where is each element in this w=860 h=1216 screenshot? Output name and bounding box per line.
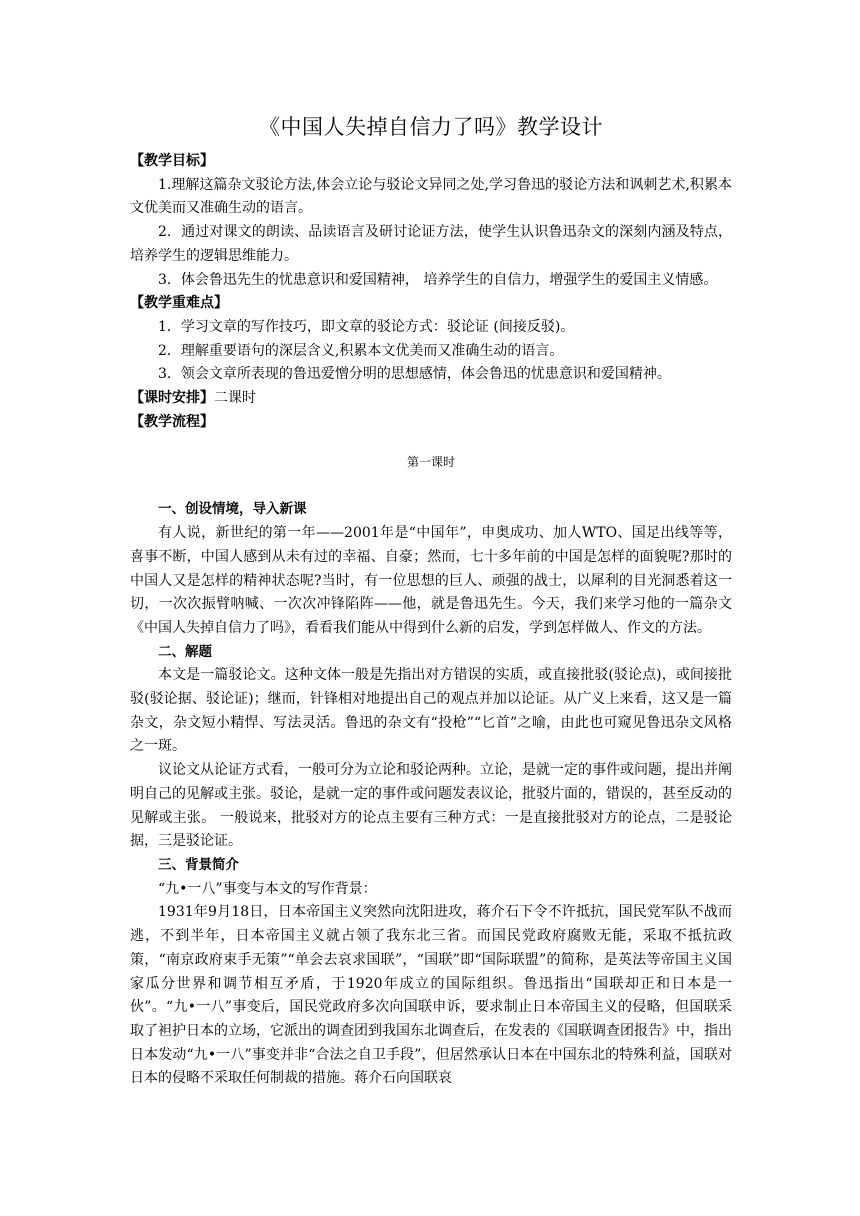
key-points-heading: 【教学重难点】	[130, 295, 228, 312]
key-point-item: 2．理解重要语句的深层含义,积累本文优美而又准确生动的语言。	[158, 342, 564, 359]
paragraph: 1931年9月18日，日本帝国主义突然向沈阳进攻，蒋介石下令不许抵抗，国民党军队不战而逃，不到半年，日本帝国主义就占领了我东北三省。而国民党政府腐败无能，采取不抵抗政策，“南京政府束手无策”“单会去哀求国联”，“国联”即“国际联盟”的简称，是英法等帝国主义国家瓜分世界和调节相互矛盾，于1920年成立的国际组织。鲁迅指出“国联却正和日本是一伙”。“九•一八”事变后，国民党政府多次向国联申诉，要求制止日本帝国主义的侵略，但国联采取了袒护日本的立场，它派出的调查团到我国东北调查后，在发表的《国联调查团报告》中，指出日本发动“九•一八”事变并非“合法之自卫手段”，但居然承认日本在中国东北的特殊利益，国联对日本的侵略不采取任何制裁的措施。蒋介石向国联哀	[130, 904, 732, 1087]
schedule-value: 二课时	[214, 390, 256, 407]
paragraph: 本文是一篇驳论文。这种文体一般是先指出对方错误的实质，或直接批驳(驳论点)，或间接批驳(驳论据、驳论证)；继而，针锋相对地提出自己的观点并加以论证。从广义上来看，这又是一篇杂文，杂文短小精悍、写法灵活。鲁迅的杂文有“投枪”“匕首”之喻，由此也可窥见鲁迅杂文风格之一斑。	[130, 667, 732, 755]
objective-item: 3．体会鲁迅先生的忧患意识和爱国精神， 培养学生的自信力，增强学生的爱国主义情感。	[158, 271, 718, 288]
paragraph: 议论文从论证方式看，一般可分为立论和驳论两种。立论，是就一定的事件或问题，提出并阐明自己的见解或主张。驳论，是就一定的事件或问题发表议论，批驳片面的，错误的，甚至反动的见解或主张。 一般说来，批驳对方的论点主要有三种方式：一是直接批驳对方的论点，二是驳论据，三是驳论证。	[130, 762, 732, 850]
section-title-explanation	[130, 641, 732, 854]
process-heading: 【教学流程】	[130, 413, 214, 430]
paragraph: 有人说，新世纪的第一年——2001年是“中国年”，申奥成功、加人WTO、国足出线等等，喜事不断，中国人感到从未有过的幸福、自豪；然而，七十多年前的中国是怎样的面貌呢?那时的中国人又是怎样的精神状态呢?当时，有一位思想的巨人、顽强的战士，以犀利的目光洞悉着这一切，一次次振臂呐喊、一次次冲锋陷阵——他，就是鲁迅先生。今天，我们来学习他的一篇杂文《中国人失掉自信力了吗》，看看我们能从中得到什么新的启发，学到怎样做人、作文的方法。	[130, 525, 732, 636]
paragraph: “九•一八”事变与本文的写作背景：	[158, 880, 377, 897]
section-heading: 二、解题	[158, 643, 212, 660]
schedule-line	[130, 387, 732, 411]
key-points-section	[130, 292, 732, 387]
section-intro	[130, 498, 732, 640]
document-title: 《中国人失掉自信力了吗》教学设计	[259, 115, 603, 139]
objective-item: 1.理解这篇杂文驳论方法,体会立论与驳论文异同之处,学习鲁迅的驳论方法和讽刺艺术,积累本文优美而又准确生动的语言。	[130, 176, 732, 217]
objective-item: 2．通过对课文的朗读、品读语言及研讨论证方法，使学生认识鲁迅杂文的深刻内涵及特点，培养学生的逻辑思维能力。	[130, 224, 732, 264]
schedule-heading: 【课时安排】	[130, 390, 214, 407]
objectives-section	[130, 150, 732, 292]
section-heading: 一、创设情境，导入新课	[158, 501, 307, 518]
document-body	[130, 112, 732, 1091]
key-point-item: 1．学习文章的写作技巧，即文章的驳论方式：驳论证 (间接反驳)。	[158, 318, 575, 335]
section-background	[130, 854, 732, 1091]
section-heading: 三、背景简介	[158, 856, 239, 873]
lesson-title: 第一课时	[406, 455, 455, 470]
objectives-heading: 【教学目标】	[130, 153, 214, 169]
key-point-item: 3．领会文章所表现的鲁迅爱憎分明的思想感情，体会鲁迅的忧患意识和爱国精神。	[158, 366, 671, 383]
